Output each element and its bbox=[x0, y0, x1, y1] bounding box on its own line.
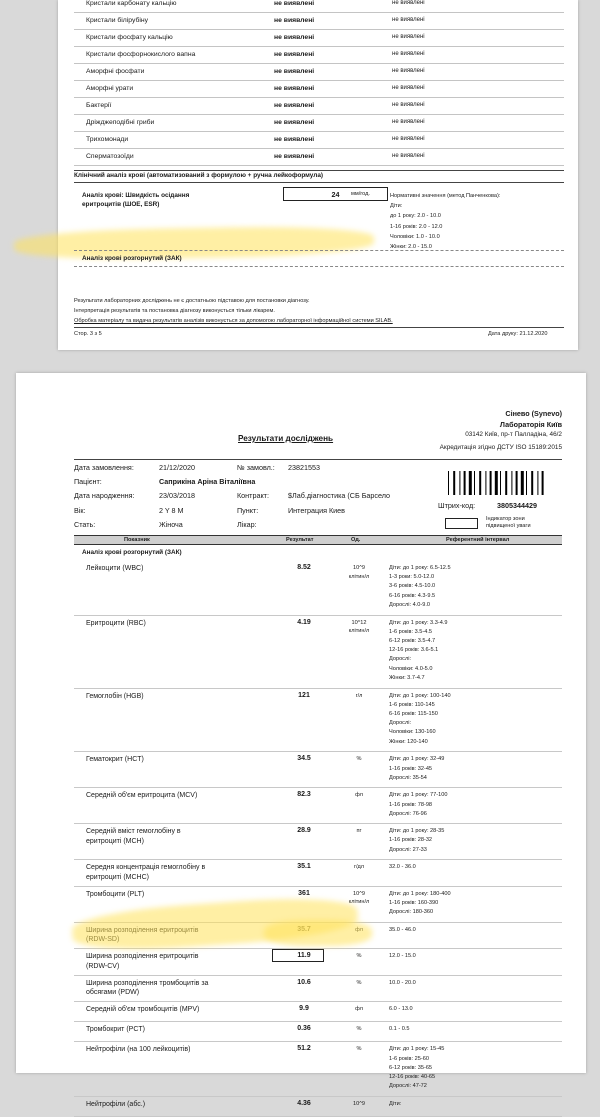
result-value: 35.1 bbox=[297, 863, 311, 871]
result-name-line: Середній вміст гемоглобіну в bbox=[86, 828, 181, 836]
patient-label: Пацієнт: bbox=[74, 477, 102, 486]
result-unit-line: фл bbox=[355, 1006, 363, 1013]
barcode-image bbox=[448, 471, 548, 497]
result-reference bbox=[389, 926, 564, 935]
result-name bbox=[86, 564, 256, 574]
result-name-line: Нейтрофіли (на 100 лейкоцитів) bbox=[86, 1046, 191, 1054]
result-name-line: Лейкоцити (WBC) bbox=[86, 565, 144, 572]
result-unit-line: % bbox=[356, 1046, 362, 1053]
barcode-bar bbox=[485, 471, 486, 495]
result-reference-line: Чоловіки: 130-160 bbox=[389, 729, 436, 736]
lab-address: 03142 Київ, пр-т Палладіна, 46/2 bbox=[465, 431, 562, 438]
barcode-bar bbox=[479, 471, 481, 495]
table-row bbox=[74, 616, 562, 689]
barcode-bar bbox=[474, 471, 475, 495]
row-name: Кристали фосфорнокислого вапна bbox=[86, 51, 196, 58]
result-name bbox=[86, 692, 256, 702]
row-name: Аморфні урати bbox=[86, 85, 134, 92]
table-header bbox=[74, 535, 562, 545]
order-date: 21/12/2020 bbox=[159, 463, 195, 472]
table-row bbox=[74, 860, 562, 887]
row-result: не виявлені bbox=[274, 153, 315, 160]
row-result: не виявлені bbox=[274, 102, 315, 109]
result-reference-line: Дорослі: 180-360 bbox=[389, 909, 434, 916]
result-name-line: Ширина розподілення тромбоцитів за bbox=[86, 979, 209, 987]
barcode-bar bbox=[516, 471, 518, 495]
result-unit bbox=[336, 692, 382, 701]
result-name-line: Тромбоцити (PLT) bbox=[86, 890, 145, 898]
result-unit bbox=[336, 755, 382, 764]
result-name-line: (RDW-CV) bbox=[86, 962, 120, 970]
result-reference-line: Дорослі: 35-54 bbox=[389, 774, 427, 781]
highlighter-mark bbox=[14, 225, 374, 261]
result-reference-line: 12.0 - 15.0 bbox=[389, 953, 416, 960]
table-row bbox=[74, 788, 562, 824]
result-unit-line: клітин/л bbox=[348, 628, 370, 635]
result-reference-line: Дорослі: 47-72 bbox=[389, 1083, 427, 1090]
result-reference-line: 12-16 років: 40-65 bbox=[389, 1074, 436, 1080]
result-unit-line: г/л bbox=[355, 692, 363, 699]
disclaimer-2: Інтерпретація результатів та постановка діагнозу виконується тільки лікарем. bbox=[74, 308, 275, 314]
result-unit-line: г/дл bbox=[353, 864, 365, 871]
table-row bbox=[74, 824, 562, 860]
table-row bbox=[74, 976, 562, 1003]
table-row bbox=[74, 64, 564, 81]
result-reference bbox=[389, 952, 564, 961]
table-row bbox=[74, 1022, 562, 1042]
result-unit bbox=[336, 952, 382, 961]
row-reference: не виявлені bbox=[392, 0, 425, 6]
row-result: не виявлені bbox=[274, 68, 315, 75]
contract: $Лаб.діагностика (СБ Барсело bbox=[288, 491, 391, 500]
barcode-bar bbox=[531, 471, 533, 495]
barcode-bar bbox=[464, 471, 466, 495]
table-row bbox=[74, 81, 564, 98]
dashed-divider bbox=[74, 250, 564, 251]
row-result: не виявлені bbox=[274, 17, 315, 24]
result-unit bbox=[336, 564, 382, 581]
result-value: 4.19 bbox=[297, 618, 311, 626]
row-reference: не виявлені bbox=[392, 102, 425, 108]
row-reference: не виявлені bbox=[392, 85, 425, 91]
disclaimer-1: Результати лабораторних досліджень не є достатньою підставою для постановки діагнозу. bbox=[74, 298, 310, 304]
out-of-range-box bbox=[272, 949, 324, 962]
table-row bbox=[74, 30, 564, 47]
section-divider bbox=[74, 170, 564, 171]
result-name bbox=[86, 1025, 256, 1035]
result-name bbox=[86, 1100, 256, 1110]
result-name bbox=[86, 1045, 256, 1055]
result-value: 82.3 bbox=[297, 791, 311, 799]
row-reference: не виявлені bbox=[392, 34, 425, 40]
row-result: не виявлені bbox=[274, 34, 315, 41]
result-reference-line: 1-6 років: 3.5-4.5 bbox=[389, 628, 433, 635]
row-result: не виявлені bbox=[274, 0, 315, 7]
result-name bbox=[86, 1005, 256, 1015]
result-reference-line: Дорослі: 4.0-9.0 bbox=[389, 601, 431, 608]
col-ref-header: Референтний інтервал bbox=[446, 537, 510, 543]
result-reference-line: 6-16 років: 4.3-9.5 bbox=[389, 592, 436, 599]
barcode-bar bbox=[490, 471, 492, 495]
lab-branch: Лабораторія Київ bbox=[499, 420, 562, 429]
order-date-label: Дата замовлення: bbox=[74, 463, 134, 472]
table-row bbox=[74, 949, 562, 976]
result-unit bbox=[336, 1025, 382, 1034]
table-row bbox=[74, 0, 564, 13]
result-value: 0.36 bbox=[297, 1025, 311, 1033]
row-name: Бактерії bbox=[86, 102, 112, 109]
lab-name: Сінево (Synevo) bbox=[505, 409, 562, 418]
result-reference-line: Дорослі: bbox=[389, 656, 412, 663]
result-reference-line: Дорослі: 76-96 bbox=[389, 810, 427, 817]
result-reference-line: Діти: до 1 року: 6.5-12.5 bbox=[389, 565, 451, 571]
result-reference bbox=[389, 1100, 564, 1109]
cbc-title: Аналіз крові розгорнутий (ЗАК) bbox=[82, 255, 182, 262]
esr-reference-line: 1-16 років: 2.0 - 12.0 bbox=[390, 223, 443, 230]
lab-accreditation: Акредитація згідно ДСТУ ISO 15189:2015 bbox=[439, 444, 562, 451]
esr-value-box bbox=[283, 187, 388, 201]
result-reference bbox=[389, 1045, 564, 1091]
result-reference bbox=[389, 564, 564, 610]
barcode-bar bbox=[511, 471, 512, 495]
table-row bbox=[74, 47, 564, 64]
result-name-line: Гематокрит (HCT) bbox=[86, 756, 144, 764]
row-name: Дріжджеподібні гриби bbox=[86, 119, 155, 126]
result-reference bbox=[389, 1025, 564, 1034]
page-number: Стор. 3 з 5 bbox=[74, 331, 102, 337]
result-reference bbox=[389, 619, 564, 683]
barcode-bar bbox=[521, 471, 524, 495]
result-reference-line: Діти: до 1 року: 100-140 bbox=[389, 692, 451, 699]
row-reference: не виявлені bbox=[392, 51, 425, 57]
result-reference-line: Дорослі: bbox=[389, 720, 412, 727]
disclaimer-3: Обробка матеріалу та видача результатів аналізів виконується за допомогою лабораторної інформаційної системи SILAB. bbox=[74, 318, 393, 324]
result-reference-line: 3-6 років: 4.5-10.0 bbox=[389, 583, 436, 590]
esr-name-2: еритроцитів (ШОЕ, ESR) bbox=[82, 201, 160, 208]
page-title: Результати досліджень bbox=[238, 434, 334, 443]
dashed-divider bbox=[74, 266, 564, 267]
table-row bbox=[74, 13, 564, 30]
barcode-number: 3805344429 bbox=[497, 501, 537, 510]
barcode-bar bbox=[453, 471, 455, 495]
footer-divider bbox=[74, 327, 564, 328]
result-reference bbox=[389, 755, 564, 783]
barcode-bar bbox=[537, 471, 538, 495]
result-name-line: Еритроцити (RBC) bbox=[86, 619, 146, 627]
age: 2 Y 8 M bbox=[159, 506, 184, 515]
result-unit-line: 10^9 bbox=[353, 1100, 365, 1107]
row-name: Кристали карбонату кальцію bbox=[86, 0, 177, 7]
patient-name: Саприкіна Аріна Віталіївна bbox=[159, 477, 256, 486]
row-reference: не виявлені bbox=[392, 153, 425, 159]
dob-label: Дата народження: bbox=[74, 491, 135, 500]
esr-unit: мм/год. bbox=[351, 191, 370, 197]
barcode-bar bbox=[495, 471, 498, 495]
result-name bbox=[86, 890, 256, 900]
result-name-line: еритроциті (MCH) bbox=[86, 837, 144, 845]
table-row bbox=[74, 752, 562, 788]
barcode-bar bbox=[469, 471, 472, 495]
result-reference-line: 6-16 років: 115-150 bbox=[389, 711, 438, 717]
esr-reference-line: до 1 року: 2.0 - 10.0 bbox=[390, 213, 441, 220]
result-reference-line: Дорослі: 27-33 bbox=[389, 846, 427, 853]
result-name-line: еритроциті (MCHC) bbox=[86, 873, 149, 881]
print-date: Дата друку: 21.12.2020 bbox=[488, 331, 548, 337]
result-value: 361 bbox=[298, 889, 310, 897]
sex: Жіноча bbox=[159, 520, 183, 529]
result-name-line: Середня концентрація гемоглобіну в bbox=[86, 864, 206, 872]
table-row bbox=[74, 689, 562, 753]
result-unit-line: 10^12 bbox=[351, 619, 367, 626]
result-reference-line: 1-6 років: 110-145 bbox=[389, 701, 435, 708]
group-title: Аналіз крові розгорнутий (ЗАК) bbox=[82, 549, 182, 556]
row-name: Трихомонади bbox=[86, 136, 129, 143]
result-value: 28.9 bbox=[297, 827, 311, 835]
row-name: Кристали білірубіну bbox=[86, 17, 149, 24]
report-page-3 bbox=[58, 0, 578, 350]
result-unit-line: 10^9 bbox=[353, 565, 365, 571]
barcode-bar bbox=[459, 471, 460, 495]
result-name-line: обсягами (PDW) bbox=[86, 989, 140, 997]
barcode-label: Штрих-код: bbox=[438, 501, 476, 510]
section-divider bbox=[74, 182, 564, 183]
result-unit bbox=[336, 1045, 382, 1054]
result-reference-line: 32.0 - 36.0 bbox=[389, 864, 416, 871]
col-name-header: Показник bbox=[124, 537, 150, 543]
dob: 23/03/2018 bbox=[159, 491, 195, 500]
result-reference-line: Діти: bbox=[389, 1100, 402, 1107]
age-label: Вік: bbox=[74, 506, 86, 515]
table-row bbox=[74, 149, 564, 166]
result-reference-line: 1-16 років: 28-32 bbox=[389, 837, 433, 844]
result-value: 9.9 bbox=[299, 1005, 309, 1013]
row-reference: не виявлені bbox=[392, 136, 425, 142]
result-reference-line: Жінки: 120-140 bbox=[389, 738, 428, 745]
attention-indicator-box bbox=[445, 518, 478, 529]
result-reference-line: 1-3 роки: 5.0-12.0 bbox=[389, 574, 435, 581]
result-name-line: Тромбокрит (PCT) bbox=[86, 1026, 145, 1034]
table-row bbox=[74, 115, 564, 132]
result-reference bbox=[389, 890, 564, 918]
table-row bbox=[74, 1002, 562, 1022]
result-unit-line: фл bbox=[355, 792, 363, 799]
esr-reference-line: Чоловіки: 1.0 - 10.0 bbox=[390, 233, 440, 240]
esr-value: 24 bbox=[331, 190, 340, 199]
result-reference-line: 10.0 - 20.0 bbox=[389, 979, 416, 986]
result-value: 11.9 bbox=[297, 952, 311, 960]
result-unit bbox=[336, 1100, 382, 1109]
esr-reference-line: Нормативні значення (метод Панченкова): bbox=[390, 193, 501, 199]
result-reference-line: 6.0 - 13.0 bbox=[389, 1006, 413, 1013]
result-value: 121 bbox=[298, 691, 310, 699]
result-reference-line: 1-16 років: 32-45 bbox=[389, 765, 433, 772]
esr-reference-line: Жінки: 2.0 - 15.0 bbox=[390, 244, 432, 251]
result-reference-line: Діти: до 1 року: 28-35 bbox=[389, 828, 445, 835]
report-page-4 bbox=[16, 373, 586, 1108]
result-unit-line: клітин/л bbox=[348, 573, 370, 580]
result-name-line: Гемоглобін (HGB) bbox=[86, 692, 144, 700]
result-reference-line: Діти: до 1 року: 15-45 bbox=[389, 1046, 445, 1053]
row-result: не виявлені bbox=[274, 119, 315, 126]
result-unit bbox=[336, 791, 382, 800]
result-name bbox=[86, 827, 256, 846]
result-name-line: Ширина розподілення еритроцитів bbox=[86, 953, 199, 961]
esr-reference-line: Діти: bbox=[390, 203, 403, 210]
row-result: не виявлені bbox=[274, 51, 315, 58]
attention-indicator-label: Індикатор зони підвищеної уваги bbox=[486, 516, 531, 529]
table-row bbox=[74, 1042, 562, 1097]
result-reference bbox=[389, 1005, 564, 1014]
result-value: 34.5 bbox=[297, 755, 311, 763]
result-unit-line: пг bbox=[356, 828, 362, 835]
barcode-bar bbox=[542, 471, 544, 495]
result-name bbox=[86, 979, 256, 998]
barcode-bar bbox=[500, 471, 501, 495]
esr-name: Аналіз крові: Швидкість осідання bbox=[82, 192, 190, 199]
result-unit-line: % bbox=[356, 979, 362, 986]
result-unit-line: % bbox=[356, 1026, 362, 1033]
result-reference bbox=[389, 791, 564, 819]
section-title: Клінічний аналіз крові (автоматизований з формулою + ручна лейкоформула) bbox=[74, 172, 324, 179]
contract-label: Контракт: bbox=[237, 491, 269, 500]
result-reference-line: 6-12 років: 35-65 bbox=[389, 1064, 433, 1071]
result-unit bbox=[336, 863, 382, 872]
result-reference-line: Діти: до 1 року: 32-49 bbox=[389, 756, 445, 763]
result-unit bbox=[336, 827, 382, 836]
order-number-label: № замовл.: bbox=[237, 463, 275, 472]
table-row bbox=[74, 1097, 562, 1117]
row-name: Аморфні фосфати bbox=[86, 68, 145, 75]
result-reference-line: 1-16 років: 160-390 bbox=[389, 899, 439, 906]
table-row bbox=[74, 98, 564, 115]
barcode-bar bbox=[448, 471, 449, 495]
result-reference-line: 12-16 років: 3.6-5.1 bbox=[389, 647, 439, 654]
result-value: 4.36 bbox=[297, 1099, 311, 1107]
row-result: не виявлені bbox=[274, 136, 315, 143]
barcode-bar bbox=[526, 471, 527, 495]
result-reference bbox=[389, 863, 564, 872]
col-unit-header: Од. bbox=[351, 537, 361, 543]
result-unit bbox=[336, 619, 382, 636]
result-unit-line: клітин/л bbox=[348, 899, 370, 906]
point: Интеграция Киев bbox=[288, 506, 345, 515]
result-value: 8.52 bbox=[297, 564, 311, 571]
result-unit-line: % bbox=[356, 953, 362, 960]
result-value: 51.2 bbox=[297, 1045, 311, 1053]
result-name bbox=[86, 755, 256, 765]
result-reference bbox=[389, 979, 564, 988]
col-result-header: Результат bbox=[286, 537, 314, 543]
result-unit bbox=[336, 1005, 382, 1014]
result-name-line: Середній об'єм еритроцита (MCV) bbox=[86, 792, 198, 800]
point-label: Пункт: bbox=[237, 506, 259, 515]
barcode-bar bbox=[505, 471, 507, 495]
result-reference-line: Жінки: 3.7-4.7 bbox=[389, 674, 425, 681]
result-name-line: Нейтрофіли (абс.) bbox=[86, 1100, 146, 1108]
result-name bbox=[86, 791, 256, 801]
row-reference: не виявлені bbox=[392, 68, 425, 74]
result-name bbox=[86, 619, 256, 629]
result-reference bbox=[389, 827, 564, 855]
table-row bbox=[74, 561, 562, 616]
doctor-label: Лікар: bbox=[237, 520, 257, 529]
result-reference-line: Чоловіки: 4.0-5.0 bbox=[389, 665, 433, 672]
result-unit bbox=[336, 979, 382, 988]
result-reference-line: Діти: до 1 року: 77-100 bbox=[389, 792, 448, 799]
result-reference-line: 35.0 - 46.0 bbox=[389, 926, 416, 933]
result-name bbox=[86, 952, 256, 971]
result-reference-line: Діти: до 1 року: 3.3-4.9 bbox=[389, 619, 448, 626]
row-name: Сперматозоїди bbox=[86, 153, 134, 160]
result-reference-line: 1-16 років: 78-98 bbox=[389, 801, 433, 808]
result-unit-line: 10^9 bbox=[353, 890, 365, 897]
result-name-line: Середній об'єм тромбоцитів (MPV) bbox=[86, 1006, 200, 1014]
highlighter-mark bbox=[264, 920, 372, 946]
table-row bbox=[74, 132, 564, 149]
header-divider bbox=[74, 459, 562, 460]
result-unit-line: % bbox=[356, 756, 362, 763]
result-reference-line: 1-6 років: 25-60 bbox=[389, 1055, 429, 1062]
esr-reference bbox=[390, 191, 500, 252]
result-reference-line: 6-12 років: 3.5-4.7 bbox=[389, 637, 436, 644]
row-reference: не виявлені bbox=[392, 119, 425, 125]
row-name: Кристали фосфату кальцію bbox=[86, 34, 173, 41]
result-name bbox=[86, 863, 256, 882]
order-number: 23821553 bbox=[288, 463, 320, 472]
result-reference bbox=[389, 692, 564, 747]
sex-label: Стать: bbox=[74, 520, 96, 529]
result-reference-line: Діти: до 1 року: 180-400 bbox=[389, 890, 451, 897]
row-reference: не виявлені bbox=[392, 17, 425, 23]
result-value: 10.6 bbox=[297, 978, 311, 986]
row-result: не виявлені bbox=[274, 85, 315, 92]
result-reference-line: 0.1 - 0.5 bbox=[389, 1026, 410, 1033]
